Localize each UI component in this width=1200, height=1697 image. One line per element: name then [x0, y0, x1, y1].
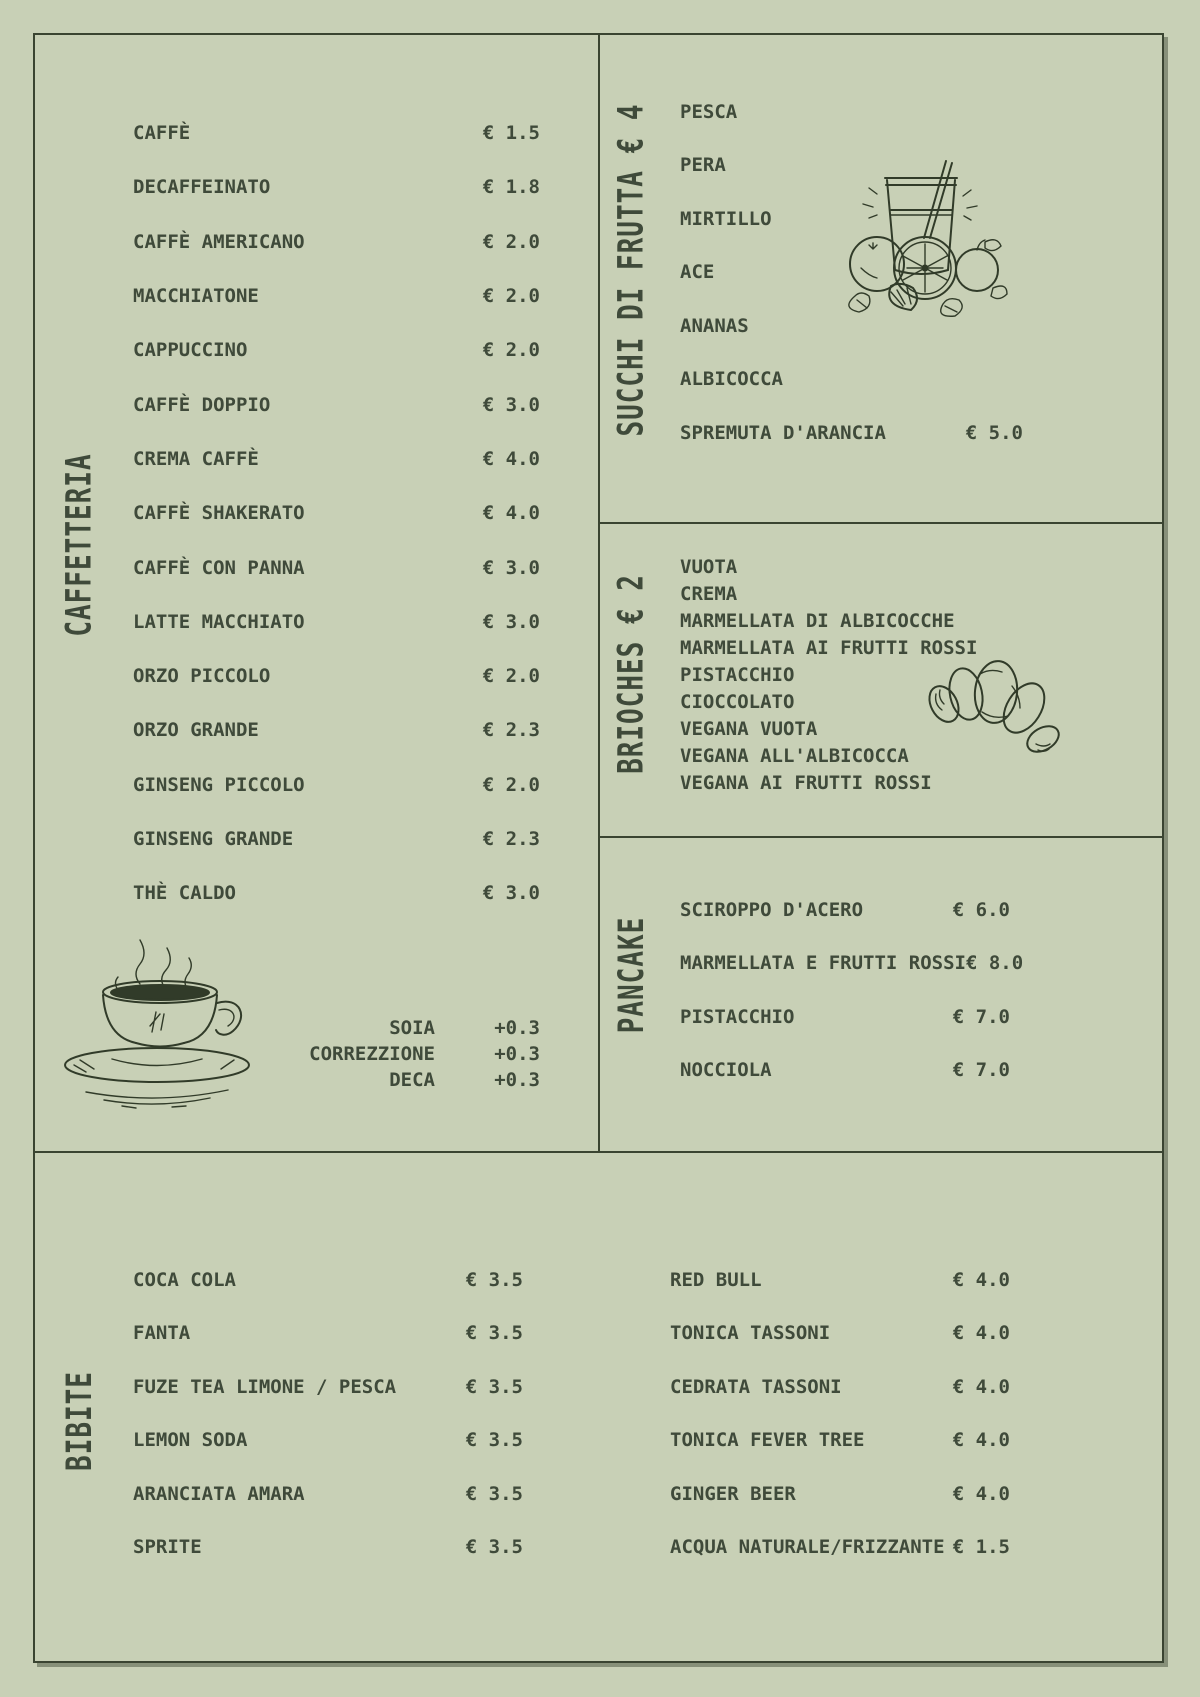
menu-item-row [680, 580, 1060, 607]
menu-item-row [670, 1253, 1010, 1307]
item-price: € 4.0 [952, 1322, 1010, 1345]
item-name: MARMELLATA DI ALBICOCCHE [680, 609, 955, 632]
croissant-body [924, 659, 1064, 757]
menu-item-row [680, 990, 1010, 1044]
item-name: GINGER BEER [670, 1482, 796, 1505]
menu-item-row [670, 1521, 1010, 1575]
item-price: € 4.0 [482, 447, 540, 470]
coffee-cup-icon [52, 932, 257, 1115]
item-price: € 5.0 [965, 421, 1023, 444]
item-name: NOCCIOLA [680, 1059, 772, 1082]
item-price: € 3.5 [465, 1482, 523, 1505]
item-name: RED BULL [670, 1268, 762, 1291]
item-name: VEGANA VUOTA [680, 717, 818, 740]
item-name: PISTACCHIO [680, 663, 795, 686]
menu-item-row [133, 323, 540, 377]
menu-item-row [133, 595, 540, 649]
menu-item-row [133, 106, 540, 160]
orange-fruit [850, 237, 904, 291]
item-price: € 3.5 [465, 1268, 523, 1291]
extra-price: +0.3 [494, 1043, 540, 1065]
item-name: ALBICOCCA [680, 368, 783, 391]
item-price: € 4.0 [482, 502, 540, 525]
item-price: € 2.0 [482, 665, 540, 688]
item-name: CAFFÈ CON PANNA [133, 556, 305, 579]
item-name: CAFFÈ [133, 122, 191, 145]
menu-item-row [680, 769, 1060, 796]
menu-item-row [133, 866, 540, 920]
item-name: CEDRATA TASSONI [670, 1375, 842, 1398]
menu-item-row [680, 937, 1024, 991]
item-price: € 2.3 [482, 719, 540, 742]
menu-item-row [133, 377, 540, 431]
item-name: TONICA FEVER TREE [670, 1429, 865, 1452]
item-name: CIOCCOLATO [680, 690, 795, 713]
extra-item-row [300, 1067, 540, 1093]
item-price: € 4.0 [952, 1375, 1010, 1398]
item-price: € 2.3 [482, 828, 540, 850]
item-price: € 3.5 [465, 1375, 523, 1398]
extra-price: +0.3 [494, 1017, 540, 1039]
item-name: CREMA [680, 582, 738, 605]
menu-item-row [133, 812, 540, 866]
item-price: € 8.0 [965, 952, 1024, 975]
menu-item-row [133, 703, 540, 757]
item-price: € 3.0 [482, 393, 540, 416]
extra-item-row [300, 1041, 540, 1067]
caffetteria-extras-list [300, 1015, 540, 1093]
item-price: € 1.8 [482, 176, 540, 199]
item-price: € 2.0 [482, 773, 540, 796]
vertical-divider [598, 35, 600, 1151]
item-name: MIRTILLO [680, 207, 772, 230]
menu-item-row [133, 1253, 523, 1307]
item-name: VUOTA [680, 555, 738, 578]
item-name: ANANAS [680, 314, 749, 337]
item-name: MACCHIATONE [133, 285, 259, 308]
item-name: ORZO PICCOLO [133, 665, 271, 688]
menu-item-row [680, 607, 1060, 634]
menu-item-row [670, 1360, 1010, 1414]
divider-bibite [35, 1151, 1162, 1153]
item-name: CAFFÈ AMERICANO [133, 230, 305, 253]
menu-item-row [133, 160, 540, 214]
bibite-right-item-list [670, 1253, 1010, 1574]
item-price: € 7.0 [952, 1005, 1010, 1028]
item-price: € 2.0 [482, 285, 540, 308]
menu-item-row [670, 1414, 1010, 1468]
item-price: € 7.0 [952, 1059, 1010, 1082]
menu-item-row [133, 432, 540, 486]
cup [103, 981, 241, 1047]
item-price: € 3.5 [465, 1429, 523, 1452]
extra-name: CORREZZIONE [309, 1043, 435, 1065]
divider-succhi-brioches [598, 522, 1162, 524]
item-price: € 3.0 [482, 556, 540, 579]
item-price: € 3.0 [482, 610, 540, 633]
menu-item-row [680, 353, 1023, 407]
item-name: FUZE TEA LIMONE / PESCA [133, 1375, 397, 1398]
item-name: MARMELLATA AI FRUTTI ROSSI [680, 636, 978, 659]
item-name: ACQUA NATURALE/FRIZZANTE [670, 1536, 945, 1559]
item-name: GINSENG GRANDE [133, 828, 294, 850]
menu-item-row [133, 1307, 523, 1361]
menu-item-row [670, 1467, 1010, 1521]
item-price: € 1.5 [952, 1536, 1010, 1559]
menu-item-row [133, 1360, 523, 1414]
menu-sheet: CAFFETTERIA SUCCHI DI FRUTTA € 4 BRIOCHES € 2 PANCAKE BIBITE CAFFÈ € 1.5 DECAFFEINATO € 1.8 CAFFÈ AMERICANO € 2.0 MACCHIATONE € 2.0 CAPPUCCINO € 2.0 CAFFÈ DOPPIO € 3.0 CREMA CAFFÈ € 4.0 CAFFÈ SHAKERATO € 4.0 CAFFÈ CON PANNA € 3.0 LATTE MACCHIATO € 3.0 ORZO PICCOLO € 2.0 ORZO GRANDE € 2.3 GINSENG PICCOLO € 2.0 GINSENG GRANDE € 2.3 THÈ CALDO € 3.0 SOIA +0.3 CORREZZIONE +0.3 DECA +0.3 PESCA PERA MIRTILLO ACE ANANAS ALBICOCCA SPREMUTA D'ARANCIA € 5.0 VUOTA CREMA MARMELLATA DI ALBICOCCHE MARMELLATA AI FRUTTI ROSSI PISTACCHIO CIOCCOLATO VEGANA VUOTA VEGANA ALL'ALBICOCCA VEGANA AI FRUTTI ROSSI SCIROPPO D'ACERO € 6.0 MARMELLATA E FRUTTI ROSSI € 8.0 PISTACCHIO € 7.0 NOCCIOLA € 7.0 COCA COLA € 3.5 FANTA € 3.5 FUZE TEA LIMONE / PESCA € 3.5 LEMON SODA € 3.5 ARANCIATA AMARA € 3.5 SPRITE € 3.5 RED BULL € 4.0 TONICA TASSONI € 4.0 CEDRATA TASSONI € 4.0 TONICA FEVER TREE € 4.0 GINGER BEER € 4.0 ACQUA NATURALE/FRIZZANTE € 1.5 [33, 33, 1164, 1663]
item-name: MARMELLATA E FRUTTI ROSSI [680, 952, 966, 975]
item-name: SPREMUTA D'ARANCIA [680, 421, 886, 444]
item-name: COCA COLA [133, 1268, 236, 1291]
divider-brioches-pancake [598, 836, 1162, 838]
menu-item-row [133, 758, 540, 812]
extra-name: SOIA [389, 1017, 435, 1039]
item-price: € 3.5 [465, 1536, 523, 1559]
item-name: TONICA TASSONI [670, 1322, 831, 1345]
item-name: GINSENG PICCOLO [133, 773, 305, 796]
item-price: € 4.0 [952, 1482, 1010, 1505]
menu-item-row [133, 649, 540, 703]
menu-item-row [680, 1044, 1010, 1098]
item-name: LATTE MACCHIATO [133, 610, 305, 633]
menu-item-row [133, 486, 540, 540]
menu-item-row [680, 553, 1060, 580]
orange-juice-glass-icon [825, 158, 1025, 318]
extra-price: +0.3 [494, 1069, 540, 1091]
item-price: € 4.0 [952, 1268, 1010, 1291]
menu-item-row [133, 540, 540, 594]
item-name: ACE [680, 261, 715, 284]
item-name: THÈ CALDO [133, 882, 236, 905]
item-name: DECAFFEINATO [133, 176, 271, 199]
item-price: € 4.0 [952, 1429, 1010, 1452]
item-name: CREMA CAFFÈ [133, 447, 259, 470]
extra-item-row [300, 1015, 540, 1041]
item-price: € 3.5 [465, 1322, 523, 1345]
croissant-icon [918, 652, 1068, 772]
menu-item-row [680, 406, 1023, 460]
item-price: € 6.0 [952, 898, 1010, 921]
item-name: CAPPUCCINO [133, 339, 248, 362]
item-name: VEGANA AI FRUTTI ROSSI [680, 771, 932, 794]
caffetteria-item-list [133, 106, 540, 920]
item-name: ORZO GRANDE [133, 719, 259, 742]
item-price: € 2.0 [482, 339, 540, 362]
apple-fruit [956, 240, 1001, 291]
pancake-item-list [680, 883, 1024, 1097]
item-name: PERA [680, 154, 726, 177]
menu-item-row [680, 883, 1010, 937]
saucer [65, 1048, 249, 1108]
item-price: € 2.0 [482, 230, 540, 253]
item-name: SPRITE [133, 1536, 202, 1559]
item-name: ARANCIATA AMARA [133, 1482, 305, 1505]
menu-item-row [133, 269, 540, 323]
item-price: € 1.5 [482, 122, 540, 145]
item-name: PISTACCHIO [680, 1005, 795, 1028]
item-name: FANTA [133, 1322, 191, 1345]
extra-name: DECA [389, 1069, 435, 1091]
item-name: CAFFÈ DOPPIO [133, 393, 271, 416]
item-name: SCIROPPO D'ACERO [680, 898, 864, 921]
menu-item-row [670, 1307, 1010, 1361]
menu-item-row [680, 85, 1023, 139]
item-price: € 3.0 [482, 882, 540, 905]
item-name: VEGANA ALL'ALBICOCCA [680, 744, 909, 767]
menu-item-row [133, 215, 540, 269]
bibite-left-item-list [133, 1253, 523, 1574]
menu-item-row [133, 1467, 523, 1521]
item-name: PESCA [680, 100, 738, 123]
menu-item-row [133, 1414, 523, 1468]
menu-item-row [133, 1521, 523, 1575]
item-name: CAFFÈ SHAKERATO [133, 502, 305, 525]
item-name: LEMON SODA [133, 1429, 248, 1452]
